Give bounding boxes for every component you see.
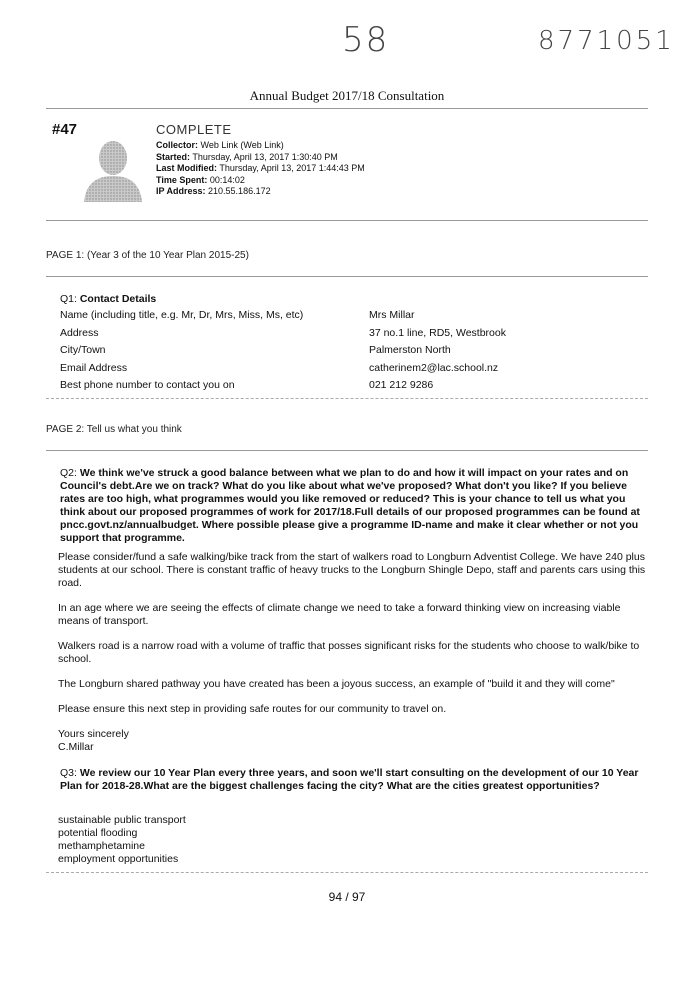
response-meta	[156, 140, 365, 198]
q2-answer-signature: C.Millar	[58, 741, 94, 753]
q3-rule	[46, 872, 648, 873]
page-footer: 94 / 97	[328, 890, 366, 904]
q3-title: Q3: We review our 10 Year Plan every three years, and soon we'll start consulting on the development of our 10 Year Plan for 2018-28.What are the biggest challenges facing the city? What are the cities greatest opportunities?	[60, 767, 639, 792]
q2-answer-closing: Yours sincerely	[58, 728, 129, 740]
response-number: #47	[52, 121, 78, 138]
status-label: COMPLETE	[156, 122, 232, 137]
page-2-rule	[46, 450, 648, 451]
q2-answer-paragraph: Walkers road is a narrow road with a volume of traffic that posses significant risks for the students who choose to walk/bike to school.	[58, 640, 640, 665]
q3-answer-item: sustainable public transport	[58, 814, 186, 826]
response-rule	[46, 220, 648, 221]
meta-collector: Collector: Web Link (Web Link)	[156, 140, 284, 150]
meta-last-modified: Last Modified: Thursday, April 13, 2017 1:44:43 PM	[156, 163, 365, 173]
handwritten-reference-number: 8771051	[538, 26, 675, 56]
q2-title: Q2: We think we've struck a good balance between what we plan to do and how it will impact on your rates and on Council's debt.Are we on track? What do you like about what we've proposed? What don't you like? If you believe rates are too high, what programmes would you like removed or reduced? This is your chance to tell us what you think about our proposed programmes of work for 2017/18.Full details of our proposed programmes can be found at pncc.govt.nz/annualbudget. Where possible please give a programme ID-name and make it clear whether or not you support that programme.	[60, 467, 640, 544]
handwritten-page-number: 58	[342, 20, 390, 60]
contact-row-city: City/Town Palmerston North	[60, 344, 451, 356]
contact-row-phone: Best phone number to contact you on 021 212 9286	[60, 379, 434, 391]
page-2-heading: PAGE 2: Tell us what you think	[46, 424, 182, 435]
contact-row-email: Email Address catherinem2@lac.school.nz	[60, 361, 499, 374]
q1-title: Q1: Contact Details	[60, 293, 157, 305]
q2-answer-paragraph: The Longburn shared pathway you have created has been a joyous success, an example of "build it and they will come"	[58, 678, 615, 690]
page-1-rule	[46, 276, 648, 277]
document-title: Annual Budget 2017/18 Consultation	[249, 88, 445, 103]
meta-started: Started: Thursday, April 13, 2017 1:30:40 PM	[156, 151, 338, 162]
q3-answer-item: methamphetamine	[58, 840, 145, 852]
meta-time-spent: Time Spent: 00:14:02	[156, 174, 245, 185]
q2-answer-paragraph: Please consider/fund a safe walking/bike track from the start of walkers road to Longburn Adventist College. We have 240 plus students at our school. There is constant traffic of heavy trucks to the Longburn Shingle Depo, staff and parents cars using this road.	[58, 551, 646, 589]
header-rule	[46, 108, 648, 109]
q3-answer-item: employment opportunities	[58, 853, 179, 865]
contact-row-address: Address 37 no.1 line, RD5, Westbrook	[60, 326, 506, 339]
q1-rule	[46, 398, 648, 399]
q2-answer-paragraph: In an age where we are seeing the effects of climate change we need to take a forward thinking view on increasing viable means of transport.	[58, 602, 621, 627]
meta-ip-address: IP Address: 210.55.186.172	[156, 186, 271, 196]
contact-row-name: Name (including title, e.g. Mr, Dr, Mrs, Miss, Ms, etc) Mrs Millar	[60, 309, 415, 321]
respondent-avatar-icon	[80, 138, 146, 202]
page-1-heading: PAGE 1: (Year 3 of the 10 Year Plan 2015-25)	[46, 250, 249, 261]
q3-answer-item: potential flooding	[58, 827, 138, 839]
q2-answer-paragraph: Please ensure this next step in providing safe routes for our community to travel on.	[58, 703, 447, 715]
contact-details-table	[60, 309, 640, 397]
